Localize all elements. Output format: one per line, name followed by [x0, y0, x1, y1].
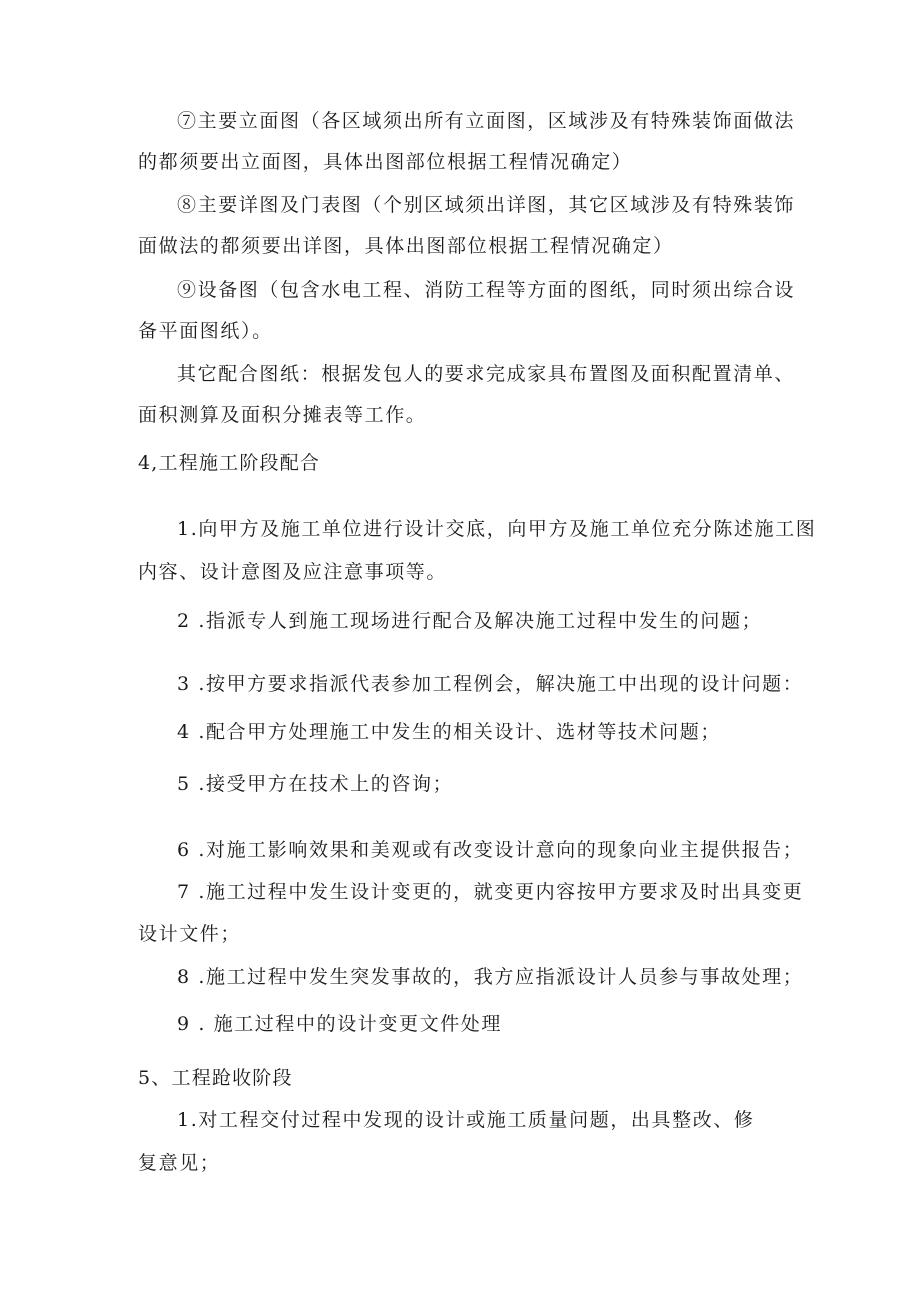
paragraph-detail-drawings-line-2: 面做法的都须要出详图，具体出图部位根据工程情况确定）	[138, 235, 674, 257]
section-5-item-1-line-1: 1.对工程交付过程中发现的设计或施工质量问题，出具整改、修	[177, 1109, 755, 1131]
section-5-item-1-line-2: 复意见；	[138, 1152, 221, 1174]
paragraph-other-drawings-line-2: 面积测算及面积分摊表等工作。	[138, 404, 427, 426]
section-4-item-2: 2 .指派专人到施工现场进行配合及解决施工过程中发生的问题；	[177, 610, 763, 632]
section-5-heading: 5、工程跄收阶段	[138, 1067, 293, 1089]
paragraph-equipment-drawings-line-1: ⑨设备图（包含水电工程、消防工程等方面的图纸，同时须出综合设	[177, 279, 796, 301]
section-4-item-9: 9 . 施工过程中的设计变更文件处理	[177, 1013, 503, 1035]
paragraph-elevation-drawings-line-1: ⑦主要立面图（各区域须出所有立面图，区域涉及有特殊装饰面做法	[177, 110, 796, 132]
section-4-item-6: 6 .对施工影响效果和美观或有改变设计意向的现象向业主提供报告；	[177, 839, 804, 861]
paragraph-detail-drawings-line-1: ⑧主要详图及门表图（个别区域须出详图，其它区域涉及有特殊装饰	[177, 194, 796, 216]
section-4-item-1-line-2: 内容、设计意图及应注意事项等。	[138, 561, 448, 583]
paragraph-other-drawings-line-1: 其它配合图纸：根据发包人的要求完成家具布置图及面积配置清单、	[177, 363, 796, 385]
section-4-item-1-line-1: 1.向甲方及施工单位进行设计交底，向甲方及施工单位充分陈述施工图	[177, 518, 817, 540]
paragraph-elevation-drawings-line-2: 的都须要出立面图，具体出图部位根据工程情况确定）	[138, 151, 633, 173]
section-4-item-5: 5 .接受甲方在技术上的咨询；	[177, 773, 454, 795]
section-4-item-7-line-1: 7 .施工过程中发生设计变更的，就变更内容按甲方要求及时出具变更	[177, 881, 804, 903]
section-4-item-8: 8 .施工过程中发生突发事故的，我方应指派设计人员参与事故处理；	[177, 966, 804, 988]
section-4-item-4: 4 .配合甲方处理施工中发生的相关设计、选材等技术问题；	[177, 721, 721, 743]
section-4-heading: 4,工程施工阶段配合	[138, 452, 321, 474]
section-4-item-3: 3 .按甲方要求指派代表参加工程例会，解决施工中出现的设计问题：	[177, 673, 804, 695]
paragraph-equipment-drawings-line-2: 备平面图纸）。	[138, 320, 273, 342]
section-4-item-7-line-2: 设计文件；	[138, 923, 242, 945]
